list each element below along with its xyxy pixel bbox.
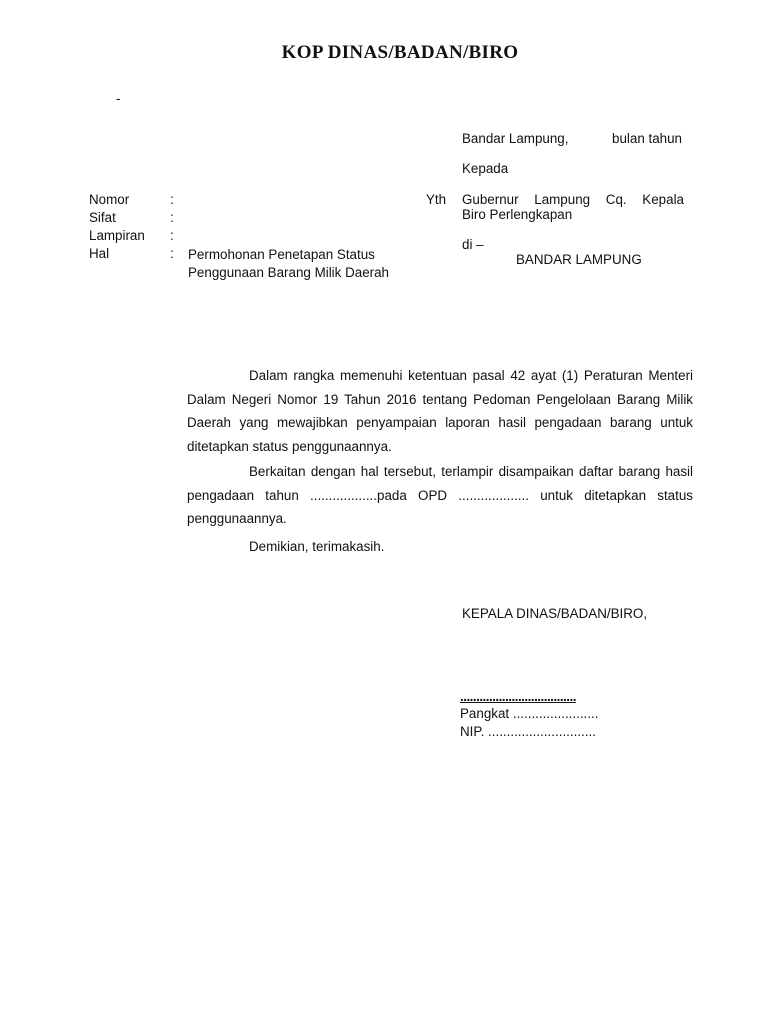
lampiran-label: Lampiran [89,228,145,243]
body-paragraph-1: Dalam rangka memenuhi ketentuan pasal 42 ayat (1) Peraturan Menteri Dalam Negeri Nomor 19 Tahun 2016 tentang Pedoman Pengelolaan Barang Milik Daerah yang mewajibkan penyampaian laporan hasil pengadaan barang untuk ditetapkan status penggunaannya. [187,368,693,454]
recipient-line-1: Gubernur Lampung Cq. Kepala [462,192,684,207]
signature-name: .................................... [460,689,576,704]
recipient-line-2: Biro Perlengkapan [462,207,573,222]
recipient-yth: Yth [426,192,447,207]
lampiran-colon: : [170,228,174,243]
nomor-label: Nomor [89,192,130,207]
sifat-label: Sifat [89,210,116,225]
recipient-city: BANDAR LAMPUNG [516,252,642,267]
letterhead-dash: - [116,91,121,106]
sifat-colon: : [170,210,174,225]
signature-rank: Pangkat ....................... [460,706,599,721]
hal-value: Permohonan Penetapan Status Penggunaan Barang Milik Daerah [188,247,389,280]
letterhead-title: KOP DINAS/BADAN/BIRO [281,42,519,63]
signature-title: KEPALA DINAS/BADAN/BIRO, [462,606,648,621]
body-paragraph-3: Demikian, terimakasih. [249,539,385,554]
hal-label: Hal [89,246,110,261]
recipient-kepada: Kepada [462,161,509,176]
date-month-year: bulan tahun [612,131,682,146]
nomor-colon: : [170,192,174,207]
recipient-di: di – [462,237,484,252]
body-paragraph-2: Berkaitan dengan hal tersebut, terlampir disampaikan daftar barang hasil pengadaan tahun ..................pada OPD ................... untuk ditetapkan status penggunaannya. [187,464,693,526]
signature-nip: NIP. ............................. [460,724,596,739]
date-city: Bandar Lampung, [462,131,569,146]
hal-colon: : [170,246,174,261]
recipient-address [462,192,684,222]
